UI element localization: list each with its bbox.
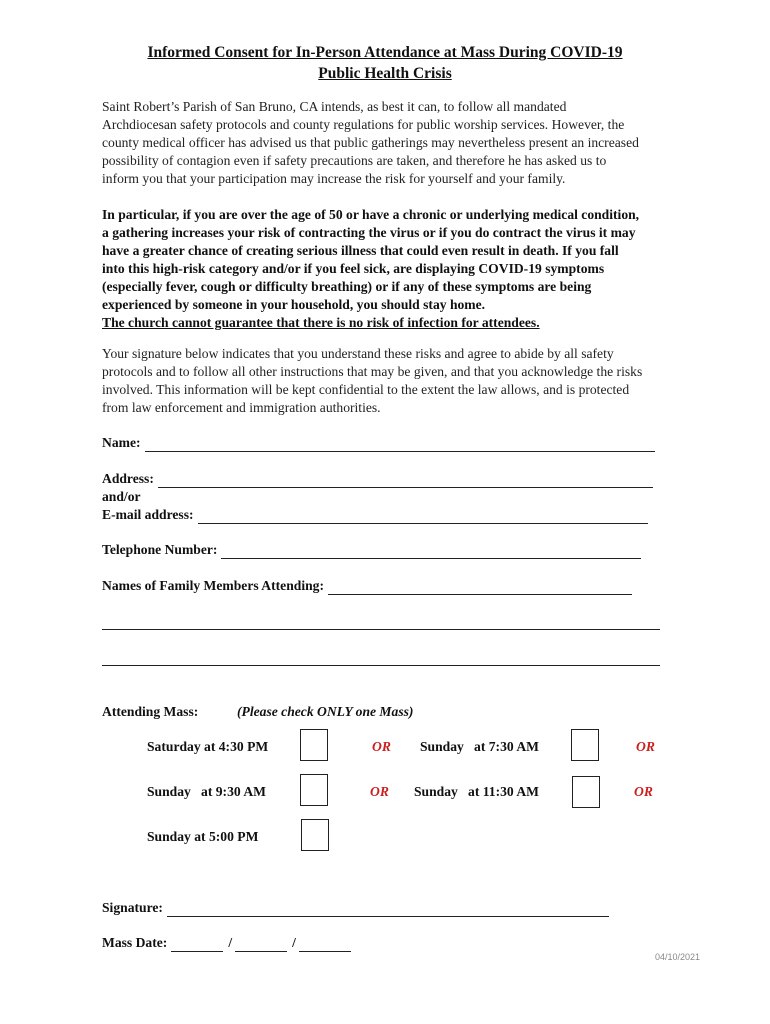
name-input-line[interactable] [145,437,655,452]
agreement-line: protocols and to follow all other instructions that may be given, and that you acknowledge the risks [102,364,643,379]
address-label: Address: [102,471,154,486]
checkbox-saturday-430[interactable] [300,729,328,761]
or-label: OR [372,739,391,754]
warning-line: In particular, if you are over the age of 50 or have a chronic or underlying medical condition, [102,207,640,222]
intro-line: Saint Robert’s Parish of San Bruno, CA intends, as best it can, to follow all mandated [102,99,567,114]
warning-line: have a greater chance of creating serious illness that could even result in death. If you fall [102,243,619,258]
date-separator: / [228,935,233,950]
signature-input-line[interactable] [167,902,609,917]
mass-date-day-line[interactable] [235,937,287,952]
warning-line: a gathering increases your risk of contracting the virus or if you do contract the virus it may [102,225,636,240]
mass-date-month-line[interactable] [171,937,223,952]
agreement-paragraph [102,345,708,417]
mass-option-sunday-930: Sunday at 9:30 AM [147,784,266,799]
family-members-extra-line[interactable] [102,628,660,630]
or-label: OR [634,784,653,799]
intro-line: possibility of contagion even if safety precautions are taken, and therefore he has asked us to [102,153,607,168]
no-guarantee-statement: The church cannot guarantee that there is no risk of infection for attendees. [102,315,540,330]
warning-line: into this high-risk category and/or if you feel sick, are displaying COVID-19 symptoms [102,261,605,276]
form-title-line-1: Informed Consent for In-Person Attendance at Mass During COVID-19 [147,44,623,61]
or-label: OR [370,784,389,799]
warning-line: experienced by someone in your household, you should stay home. [102,297,486,312]
family-members-label: Names of Family Members Attending: [102,578,324,593]
mass-date-year-line[interactable] [299,937,351,952]
revision-date: 04/10/2021 [654,952,700,962]
family-members-extra-line[interactable] [102,664,660,666]
address-input-line[interactable] [158,473,653,488]
name-field [102,434,655,452]
or-label: OR [636,739,655,754]
email-input-line[interactable] [198,509,648,524]
email-label: E-mail address: [102,507,194,522]
and-or-label: and/or [102,489,141,504]
telephone-field [102,541,641,559]
intro-line: county medical officer has advised us that public gatherings may nevertheless present an increased [102,135,639,150]
checkbox-sunday-1130[interactable] [572,776,600,808]
signature-label: Signature: [102,900,163,915]
email-field [102,506,648,524]
intro-paragraph [102,98,708,188]
family-members-input-line[interactable] [328,580,632,595]
agreement-line: involved. This information will be kept confidential to the extent the law allows, and is protected [102,382,630,397]
mass-instruction: (Please check ONLY one Mass) [237,704,414,719]
mass-option-sunday-500: Sunday at 5:00 PM [147,829,259,844]
date-separator: / [292,935,296,950]
mass-option-saturday-430: Saturday at 4:30 PM [147,739,269,754]
checkbox-sunday-730[interactable] [571,729,599,761]
intro-line: Archdiocesan safety protocols and county regulations for public worship services. However, the [102,117,625,132]
family-members-field [102,577,632,595]
form-title-line-2: Public Health Crisis [318,65,452,82]
checkbox-sunday-500[interactable] [301,819,329,851]
mass-option-sunday-730: Sunday at 7:30 AM [420,739,539,754]
signature-field [102,899,609,917]
agreement-line: from law enforcement and immigration authorities. [102,400,381,415]
intro-line: inform you that your participation may increase the risk for yourself and your family. [102,171,566,186]
telephone-input-line[interactable] [221,544,641,559]
name-label: Name: [102,435,141,450]
telephone-label: Telephone Number: [102,542,218,557]
checkbox-sunday-930[interactable] [300,774,328,806]
attending-mass-label: Attending Mass: [102,704,199,719]
mass-date-label: Mass Date: [102,935,168,950]
mass-date-field [102,934,351,952]
risk-warning-paragraph [102,206,722,332]
address-field [102,470,653,488]
warning-line: (especially fever, cough or difficulty breathing) or if any of these symptoms are being [102,279,592,294]
agreement-line: Your signature below indicates that you understand these risks and agree to abide by all safety [102,346,614,361]
mass-option-sunday-1130: Sunday at 11:30 AM [414,784,540,799]
